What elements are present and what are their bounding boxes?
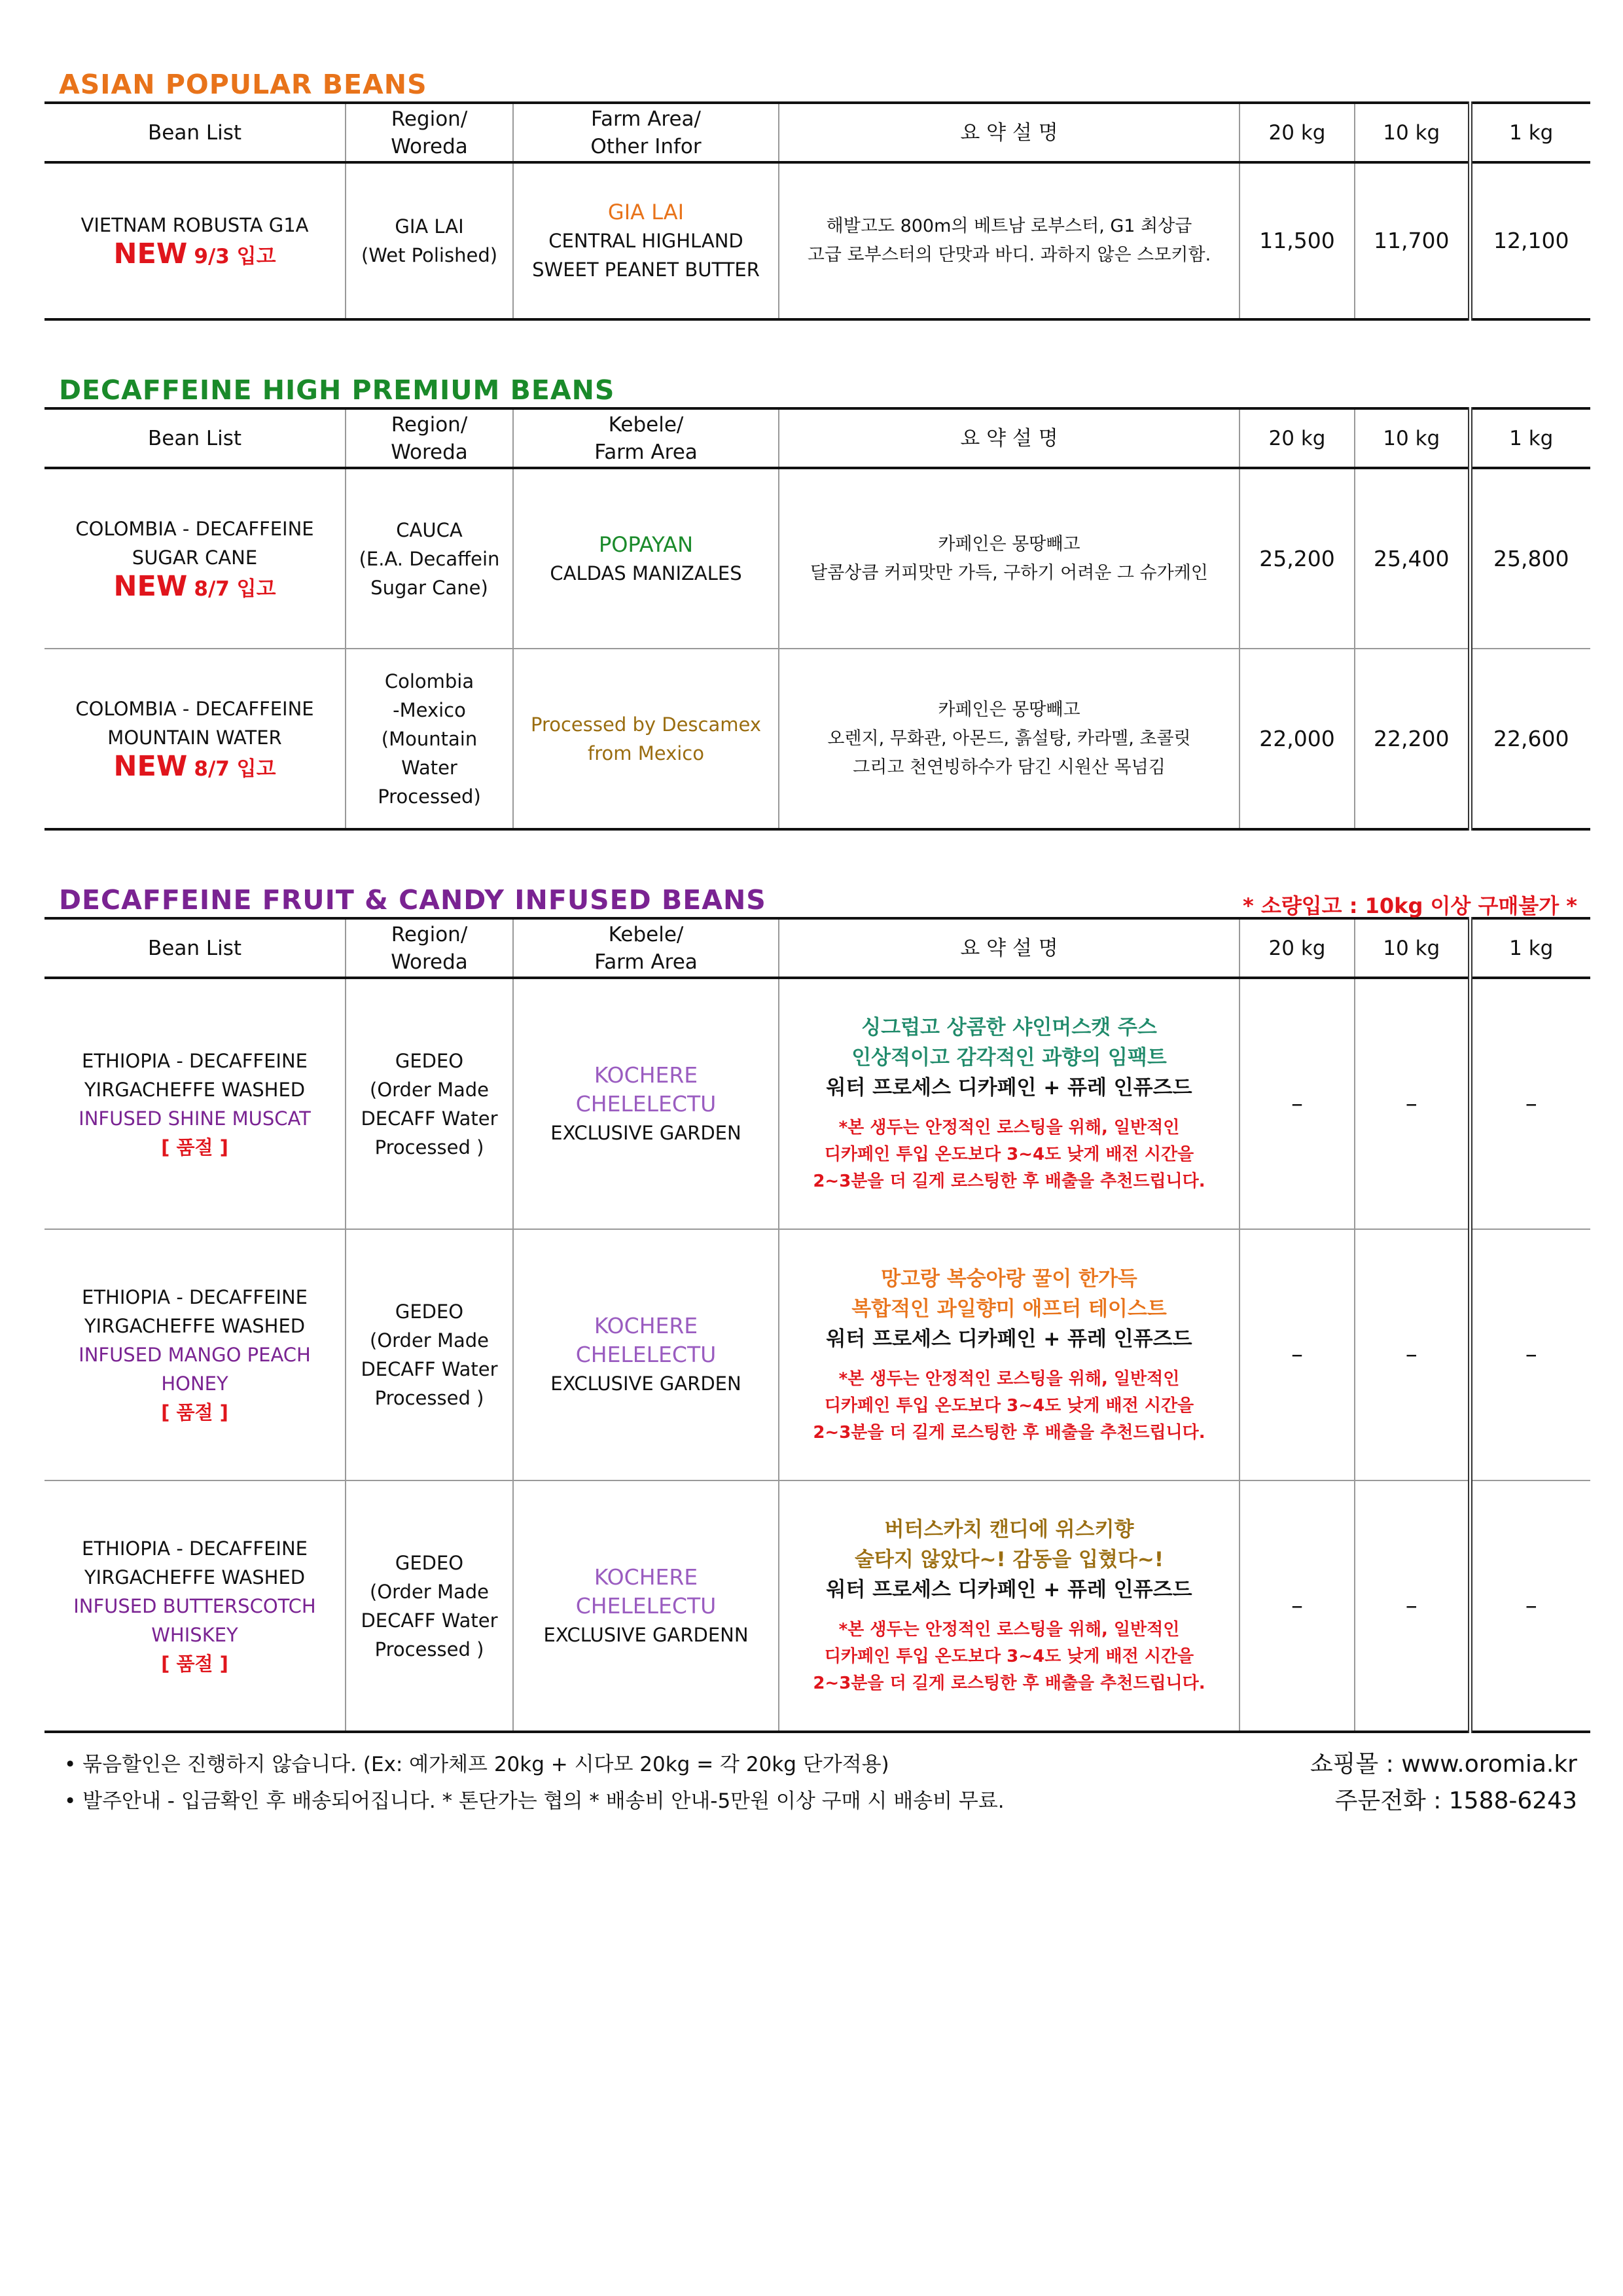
description: 해발고도 800m의 베트남 로부스터, G1 최상급 고급 로부스터의 단맛과 바디. 과하지 않은 스모키함. bbox=[779, 162, 1240, 319]
footer bbox=[45, 1746, 1590, 1820]
table-row bbox=[45, 162, 1590, 319]
header-farm: Kebele/ Farm Area bbox=[513, 918, 779, 978]
header-20kg: 20 kg bbox=[1240, 918, 1355, 978]
price-10kg: 25,400 bbox=[1355, 468, 1470, 649]
stock-notice: * 소량입고 : 10kg 이상 구매불가 * bbox=[1243, 893, 1577, 918]
price-10kg: 11,700 bbox=[1355, 162, 1470, 319]
header-1kg: 1 kg bbox=[1470, 103, 1590, 162]
farm-area: KOCHERE CHELELECTU EXCLUSIVE GARDEN bbox=[513, 978, 779, 1229]
farm-area: KOCHERE CHELELECTU EXCLUSIVE GARDEN bbox=[513, 1229, 779, 1480]
footer-note-1: • 묶음할인은 진행하지 않습니다. (Ex: 예가체프 20kg + 시다모 20kg = 각 20kg 단가적용) bbox=[64, 1753, 889, 1776]
price-20kg: 25,200 bbox=[1240, 468, 1355, 649]
header-desc: 요 약 설 명 bbox=[779, 918, 1240, 978]
price-1kg: – bbox=[1470, 978, 1590, 1229]
table-row bbox=[45, 1480, 1590, 1732]
shop-url[interactable]: 쇼핑몰 : www.oromia.kr bbox=[1310, 1751, 1577, 1778]
price-1kg: – bbox=[1470, 1480, 1590, 1732]
description: 카페인은 몽땅빼고 달콤상큼 커피맛만 가득, 구하기 어려운 그 슈가케인 bbox=[779, 468, 1240, 649]
price-20kg: – bbox=[1240, 1480, 1355, 1732]
header-desc: 요 약 설 명 bbox=[779, 103, 1240, 162]
bean-name: COLOMBIA - DECAFFEINE SUGAR CANE NEW 8/7 입고 bbox=[75, 517, 314, 603]
region: CAUCA (E.A. Decaffein Sugar Cane) bbox=[346, 468, 513, 649]
table-row bbox=[45, 649, 1590, 829]
farm-area: Processed by Descamex from Mexico bbox=[513, 649, 779, 829]
section-title: ASIAN POPULAR BEANS bbox=[59, 69, 427, 100]
bean-name: ETHIOPIA - DECAFFEINE YIRGACHEFFE WASHED INFUSED SHINE MUSCAT [ 품절 ] bbox=[45, 978, 346, 1229]
region: GIA LAI (Wet Polished) bbox=[346, 162, 513, 319]
farm-area: KOCHERE CHELELECTU EXCLUSIVE GARDENN bbox=[513, 1480, 779, 1732]
farm-area: POPAYAN CALDAS MANIZALES bbox=[513, 468, 779, 649]
price-10kg: – bbox=[1355, 978, 1470, 1229]
description: 싱그럽고 상콤한 샤인머스캣 주스 인상적이고 감각적인 과향의 임팩트 워터 프로세스 디카페인 + 퓨레 인퓨즈드 *본 생두는 안정적인 로스팅을 위해, 일반적인 디카페인 투입 온도보다 3~4도 낮게 배전 시간을 2~3분을 더 길게 로스팅한 후 배출을 추천드립니다. bbox=[779, 978, 1240, 1229]
bean-name: ETHIOPIA - DECAFFEINE YIRGACHEFFE WASHED INFUSED BUTTERSCOTCH WHISKEY [ 품절 ] bbox=[45, 1480, 346, 1732]
asian-table bbox=[45, 101, 1590, 321]
header-bean-list: Bean List bbox=[147, 936, 242, 960]
table-header bbox=[45, 103, 1590, 162]
header-20kg: 20 kg bbox=[1240, 408, 1355, 468]
header-bean-list: Bean List bbox=[147, 426, 242, 450]
header-20kg: 20 kg bbox=[1240, 103, 1355, 162]
price-list-page bbox=[45, 0, 1590, 1820]
description: 카페인은 몽땅빼고 오렌지, 무화관, 아몬드, 흙설탕, 카라멜, 초콜릿 그리고 천연빙하수가 담긴 시원산 목넘김 bbox=[779, 649, 1240, 829]
region: GEDEO (Order Made DECAFF Water Processed ) bbox=[346, 1229, 513, 1480]
price-1kg: 22,600 bbox=[1470, 649, 1590, 829]
header-10kg: 10 kg bbox=[1355, 408, 1470, 468]
price-10kg: – bbox=[1355, 1480, 1470, 1732]
price-20kg: – bbox=[1240, 978, 1355, 1229]
price-1kg: 12,100 bbox=[1470, 162, 1590, 319]
price-10kg: 22,200 bbox=[1355, 649, 1470, 829]
footer-note-2: • 발주안내 - 입금확인 후 배송되어집니다. * 톤단가는 협의 * 배송비 안내-5만원 이상 구매 시 배송비 무료. bbox=[64, 1789, 1005, 1813]
order-phone: 주문전화 : 1588-6243 bbox=[1334, 1787, 1577, 1814]
region: GEDEO (Order Made DECAFF Water Processed ) bbox=[346, 1480, 513, 1732]
header-10kg: 10 kg bbox=[1355, 918, 1470, 978]
price-20kg: 11,500 bbox=[1240, 162, 1355, 319]
table-header bbox=[45, 918, 1590, 978]
table-row bbox=[45, 1229, 1590, 1480]
bean-name: COLOMBIA - DECAFFEINE MOUNTAIN WATER NEW 8/7 입고 bbox=[75, 697, 314, 783]
description: 망고랑 복숭아랑 꿀이 한가득 복합적인 과일향미 애프터 테이스트 워터 프로세스 디카페인 + 퓨레 인퓨즈드 *본 생두는 안정적인 로스팅을 위해, 일반적인 디카페인 투입 온도보다 3~4도 낮게 배전 시간을 2~3분을 더 길게 로스팅한 후 배출을 추천드립니다. bbox=[779, 1229, 1240, 1480]
header-10kg: 10 kg bbox=[1355, 103, 1470, 162]
header-bean-list: Bean List bbox=[147, 120, 242, 145]
table-header bbox=[45, 408, 1590, 468]
price-20kg: – bbox=[1240, 1229, 1355, 1480]
header-region: Region/ Woreda bbox=[346, 918, 513, 978]
header-desc: 요 약 설 명 bbox=[779, 408, 1240, 468]
header-1kg: 1 kg bbox=[1470, 918, 1590, 978]
price-1kg: – bbox=[1470, 1229, 1590, 1480]
soldout-badge: [ 품절 ] bbox=[161, 1652, 228, 1675]
decaf-table bbox=[45, 407, 1590, 831]
section-fruit bbox=[45, 883, 1590, 1733]
section-asian bbox=[45, 67, 1590, 321]
price-20kg: 22,000 bbox=[1240, 649, 1355, 829]
price-10kg: – bbox=[1355, 1229, 1470, 1480]
header-farm: Kebele/ Farm Area bbox=[513, 408, 779, 468]
soldout-badge: [ 품절 ] bbox=[161, 1136, 228, 1158]
section-decaf bbox=[45, 373, 1590, 831]
bean-name: ETHIOPIA - DECAFFEINE YIRGACHEFFE WASHED INFUSED MANGO PEACH HONEY [ 품절 ] bbox=[45, 1229, 346, 1480]
farm-area: GIA LAI CENTRAL HIGHLAND SWEET PEANET BUTTER bbox=[513, 162, 779, 319]
header-region: Region/ Woreda bbox=[346, 103, 513, 162]
region: Colombia -Mexico (Mountain Water Processed) bbox=[346, 649, 513, 829]
section-title: DECAFFEINE HIGH PREMIUM BEANS bbox=[59, 374, 615, 406]
table-row bbox=[45, 468, 1590, 649]
section-title: DECAFFEINE FRUIT & CANDY INFUSED BEANS bbox=[59, 884, 766, 916]
table-row bbox=[45, 978, 1590, 1229]
header-farm: Farm Area/ Other Infor bbox=[513, 103, 779, 162]
bean-name: VIETNAM ROBUSTA G1A NEW 9/3 입고 bbox=[80, 214, 309, 270]
fruit-table bbox=[45, 917, 1590, 1733]
soldout-badge: [ 품절 ] bbox=[161, 1401, 228, 1424]
header-1kg: 1 kg bbox=[1470, 408, 1590, 468]
region: GEDEO (Order Made DECAFF Water Processed ) bbox=[346, 978, 513, 1229]
description: 버터스카치 캔디에 위스키향 술타지 않았다~! 감동을 입혔다~! 워터 프로세스 디카페인 + 퓨레 인퓨즈드 *본 생두는 안정적인 로스팅을 위해, 일반적인 디카페인 투입 온도보다 3~4도 낮게 배전 시간을 2~3분을 더 길게 로스팅한 후 배출을 추천드립니다. bbox=[779, 1480, 1240, 1732]
price-1kg: 25,800 bbox=[1470, 468, 1590, 649]
header-region: Region/ Woreda bbox=[346, 408, 513, 468]
